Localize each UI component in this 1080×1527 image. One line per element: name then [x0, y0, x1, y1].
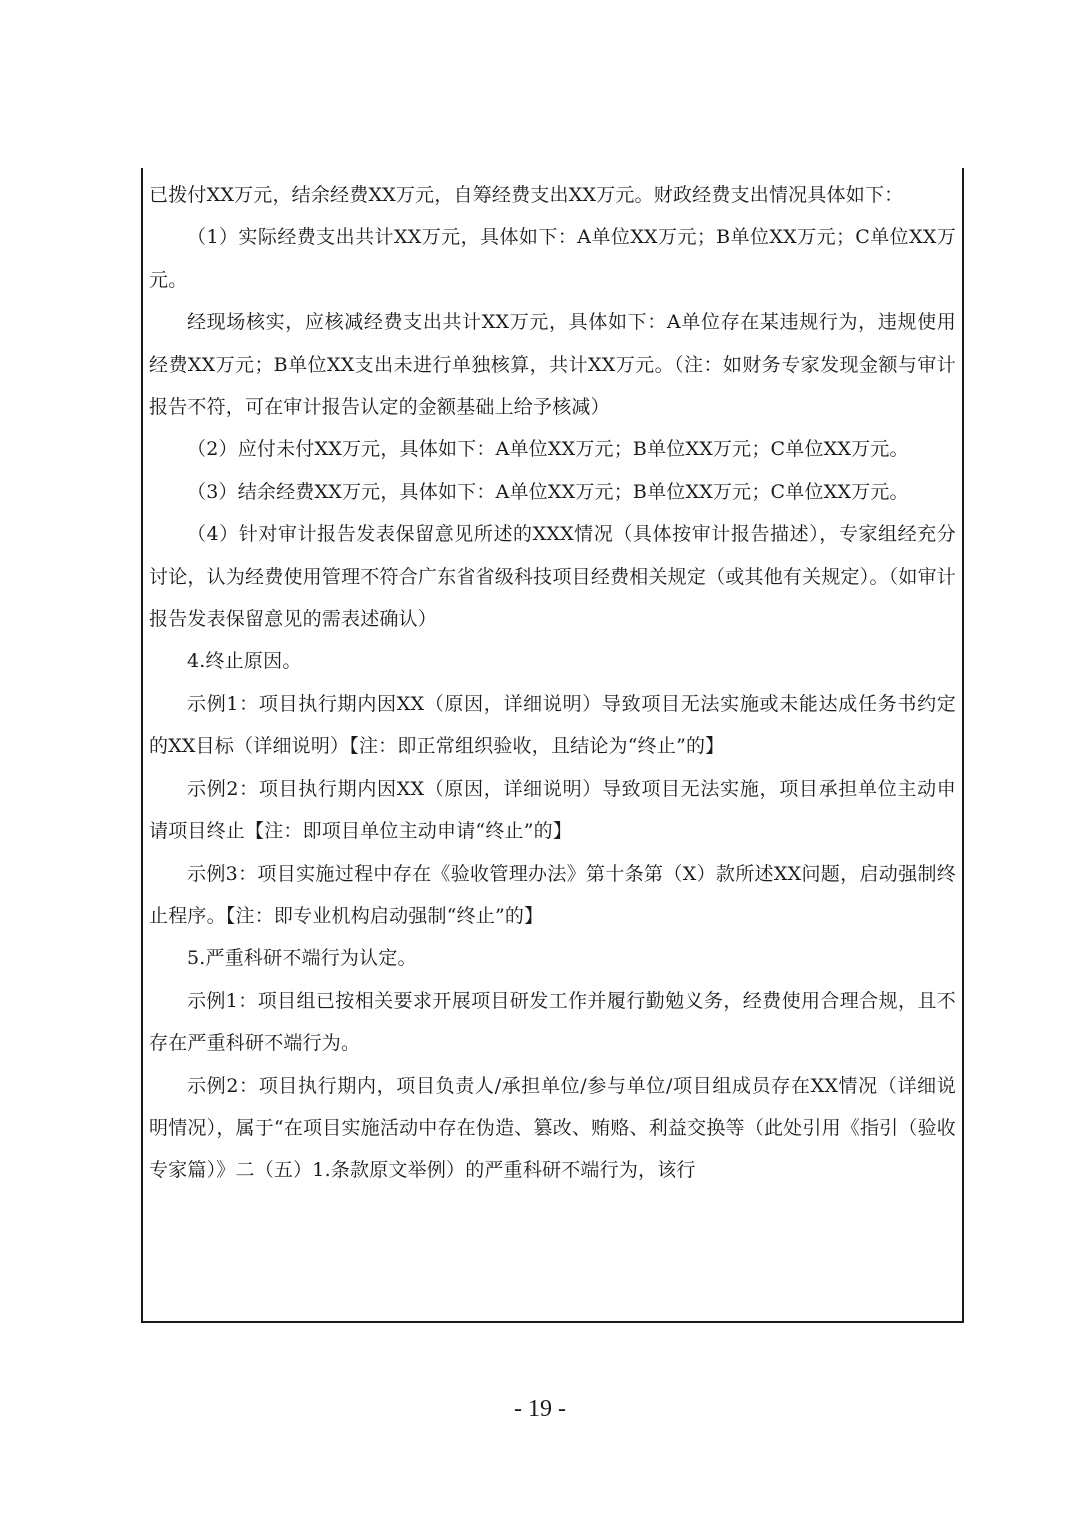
section-heading-misconduct: 5.严重科研不端行为认定。: [187, 947, 417, 970]
paragraph-audit-opinion: （4）针对审计报告发表保留意见所述的XXX情况（具体按审计报告描述），专家组经充分讨论，认为经费使用管理不符合广东省省级科技项目经费相关规定（或其他有关规定）。（如审计报告发表保留意见的需表述确认）: [149, 523, 956, 631]
page-number: - 19 -: [514, 1396, 566, 1422]
document-table-cell: [141, 168, 964, 1323]
paragraph-misconduct-example-2: 示例2：项目执行期内，项目负责人/承担单位/参与单位/项目组成员存在XX情况（详细说明情况），属于“在项目实施活动中存在伪造、篡改、贿赂、利益交换等（此处引用《指引（验收专家篇）》二（五）1.条款原文举例）的严重科研不端行为，该行: [149, 1074, 956, 1182]
paragraph-termination-example-3: 示例3：项目实施过程中存在《验收管理办法》第十条第（X）款所述XX问题，启动强制终止程序。【注：即专业机构启动强制“终止”的】: [149, 862, 956, 927]
document-body: [143, 168, 962, 1192]
paragraph-termination-example-1: 示例1：项目执行期内因XX（原因，详细说明）导致项目无法实施或未能达成任务书约定的XX目标（详细说明）【注：即正常组织验收，且结论为“终止”的】: [149, 692, 956, 758]
paragraph-remaining-funds: （3）结余经费XX万元，具体如下：A单位XX万元；B单位XX万元；C单位XX万元。: [187, 480, 909, 503]
paragraph-misconduct-example-1: 示例1：项目组已按相关要求开展项目研发工作并履行勤勉义务，经费使用合理合规，且不存在严重科研不端行为。: [149, 989, 956, 1055]
section-heading-termination-reason: 4.终止原因。: [187, 650, 302, 673]
paragraph-payable-unpaid: （2）应付未付XX万元，具体如下：A单位XX万元；B单位XX万元；C单位XX万元。: [187, 438, 909, 461]
paragraph-termination-example-2: 示例2：项目执行期内因XX（原因，详细说明）导致项目无法实施，项目承担单位主动申请项目终止【注：即项目单位主动申请“终止”的】: [149, 777, 956, 843]
paragraph-actual-expenditure: （1）实际经费支出共计XX万元，具体如下：A单位XX万元；B单位XX万元；C单位XX万元。: [149, 226, 956, 291]
paragraph-verification-deduction: 经现场核实，应核减经费支出共计XX万元，具体如下：A单位存在某违规行为，违规使用经费XX万元；B单位XX支出未进行单独核算，共计XX万元。（注：如财务专家发现金额与审计报告不符，可在审计报告认定的金额基础上给予核减）: [149, 311, 956, 419]
paragraph-funds-summary: 已拨付XX万元，结余经费XX万元，自筹经费支出XX万元。财政经费支出情况具体如下：: [149, 184, 904, 206]
